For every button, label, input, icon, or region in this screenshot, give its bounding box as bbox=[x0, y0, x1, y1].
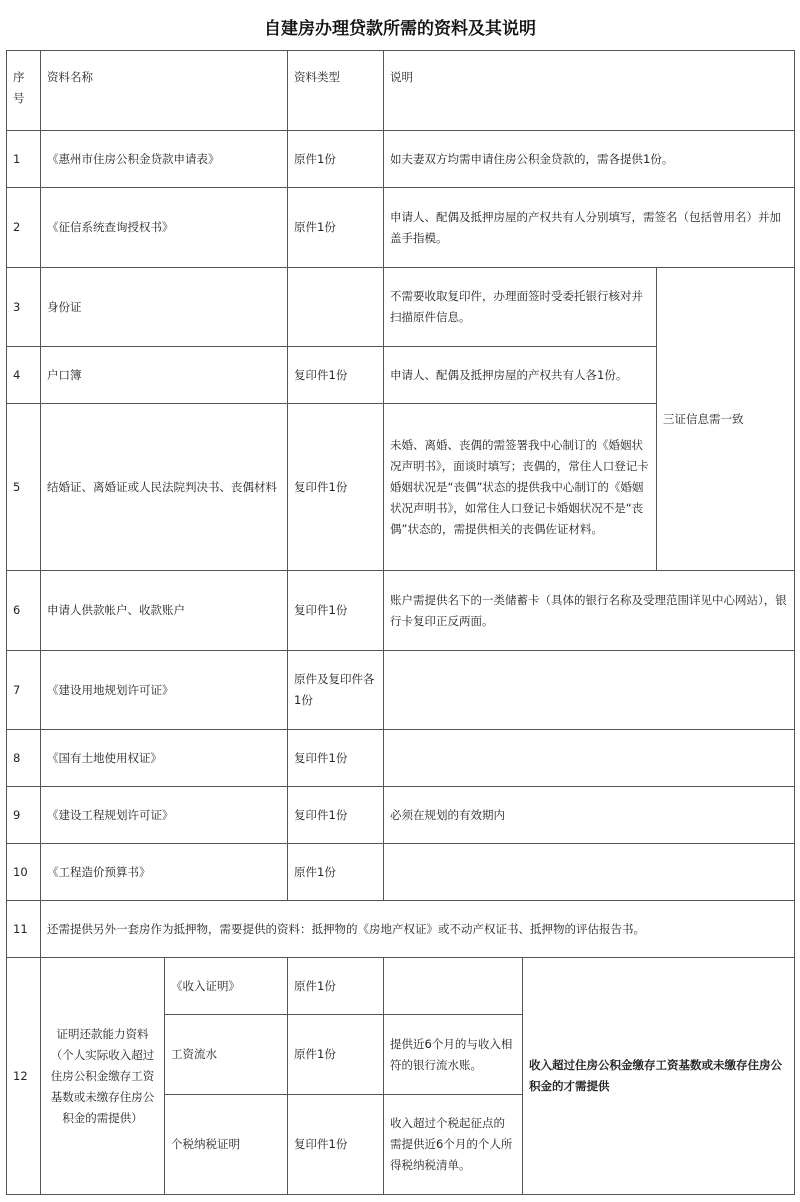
row-name: 《征信系统查询授权书》 bbox=[41, 188, 288, 268]
row-desc: 申请人、配偶及抵押房屋的产权共有人各1份。 bbox=[384, 347, 657, 404]
table-row bbox=[7, 730, 795, 787]
table-header-row bbox=[7, 51, 795, 131]
row-no: 4 bbox=[7, 347, 41, 404]
sub-item-desc bbox=[384, 958, 523, 1015]
row-no: 8 bbox=[7, 730, 41, 787]
row-no: 11 bbox=[7, 901, 41, 958]
row-name: 《工程造价预算书》 bbox=[41, 844, 288, 901]
table-row bbox=[7, 651, 795, 730]
table-row bbox=[7, 571, 795, 651]
repayment-proof-group: 证明还款能力资料（个人实际收入超过住房公积金缴存工资基数或未缴存住房公积金的需提供） bbox=[41, 958, 165, 1195]
row-type: 复印件1份 bbox=[288, 347, 384, 404]
row-desc bbox=[384, 844, 795, 901]
row-type: 原件1份 bbox=[288, 188, 384, 268]
row-desc bbox=[384, 730, 795, 787]
row-name: 《国有土地使用权证》 bbox=[41, 730, 288, 787]
sub-item-name: 个税纳税证明 bbox=[165, 1095, 288, 1195]
row-no: 3 bbox=[7, 268, 41, 347]
income-note: 收入超过住房公积金缴存工资基数或未缴存住房公积金的才需提供 bbox=[523, 958, 795, 1195]
row-type: 复印件1份 bbox=[288, 404, 384, 571]
header-type: 资料类型 bbox=[288, 51, 384, 131]
row-no: 1 bbox=[7, 131, 41, 188]
row-no: 12 bbox=[7, 958, 41, 1195]
row-no: 5 bbox=[7, 404, 41, 571]
sub-item-type: 原件1份 bbox=[288, 1015, 384, 1095]
table-row bbox=[7, 958, 795, 1015]
sub-item-name: 《收入证明》 bbox=[165, 958, 288, 1015]
row-type: 复印件1份 bbox=[288, 787, 384, 844]
row-name: 户口簿 bbox=[41, 347, 288, 404]
row-no: 7 bbox=[7, 651, 41, 730]
sub-item-desc: 提供近6个月的与收入相符的银行流水账。 bbox=[384, 1015, 523, 1095]
header-name: 资料名称 bbox=[41, 51, 288, 131]
row-desc: 必须在规划的有效期内 bbox=[384, 787, 795, 844]
row-type bbox=[288, 268, 384, 347]
row-name: 申请人供款帐户、收款账户 bbox=[41, 571, 288, 651]
row-no: 9 bbox=[7, 787, 41, 844]
page-title: 自建房办理贷款所需的资料及其说明 bbox=[264, 19, 536, 39]
row-desc: 不需要收取复印件，办理面签时受委托银行核对并扫描原件信息。 bbox=[384, 268, 657, 347]
table-row bbox=[7, 268, 795, 347]
id-consistency-note: 三证信息需一致 bbox=[657, 268, 795, 571]
row-name: 《惠州市住房公积金贷款申请表》 bbox=[41, 131, 288, 188]
sub-item-desc: 收入超过个税起征点的需提供近6个月的个人所得税纳税清单。 bbox=[384, 1095, 523, 1195]
row-name: 结婚证、离婚证或人民法院判决书、丧偶材料 bbox=[41, 404, 288, 571]
row-type: 原件及复印件各1份 bbox=[288, 651, 384, 730]
table-row bbox=[7, 901, 795, 958]
table-row bbox=[7, 188, 795, 268]
row-no: 10 bbox=[7, 844, 41, 901]
row-no: 6 bbox=[7, 571, 41, 651]
row-name: 《建设工程规划许可证》 bbox=[41, 787, 288, 844]
row-desc: 未婚、离婚、丧偶的需签署我中心制订的《婚姻状况声明书》，面谈时填写；丧偶的，常住人口登记卡婚姻状况是“丧偶”状态的提供我中心制订的《婚姻状况声明书》，如常住人口登记卡婚姻状况不是“丧偶”状态的，需提供相关的丧偶佐证材料。 bbox=[384, 404, 657, 571]
row-desc: 如夫妻双方均需申请住房公积金贷款的，需各提供1份。 bbox=[384, 131, 795, 188]
row-desc: 账户需提供名下的一类储蓄卡（具体的银行名称及受理范围详见中心网站），银行卡复印正反两面。 bbox=[384, 571, 795, 651]
header-desc: 说明 bbox=[384, 51, 795, 131]
row-type: 原件1份 bbox=[288, 844, 384, 901]
row-no: 2 bbox=[7, 188, 41, 268]
row-type: 复印件1份 bbox=[288, 730, 384, 787]
row-name: 身份证 bbox=[41, 268, 288, 347]
row-name: 《建设用地规划许可证》 bbox=[41, 651, 288, 730]
collateral-requirement: 还需提供另外一套房作为抵押物，需要提供的资料：抵押物的《房地产权证》或不动产权证书、抵押物的评估报告书。 bbox=[41, 901, 795, 958]
sub-item-name: 工资流水 bbox=[165, 1015, 288, 1095]
table-row bbox=[7, 844, 795, 901]
row-type: 原件1份 bbox=[288, 131, 384, 188]
sub-item-type: 原件1份 bbox=[288, 958, 384, 1015]
table-row bbox=[7, 131, 795, 188]
row-desc: 申请人、配偶及抵押房屋的产权共有人分别填写，需签名（包括曾用名）并加盖手指模。 bbox=[384, 188, 795, 268]
sub-item-type: 复印件1份 bbox=[288, 1095, 384, 1195]
row-desc bbox=[384, 651, 795, 730]
materials-table bbox=[6, 50, 795, 1195]
header-no: 序号 bbox=[7, 51, 41, 131]
row-type: 复印件1份 bbox=[288, 571, 384, 651]
table-row bbox=[7, 787, 795, 844]
